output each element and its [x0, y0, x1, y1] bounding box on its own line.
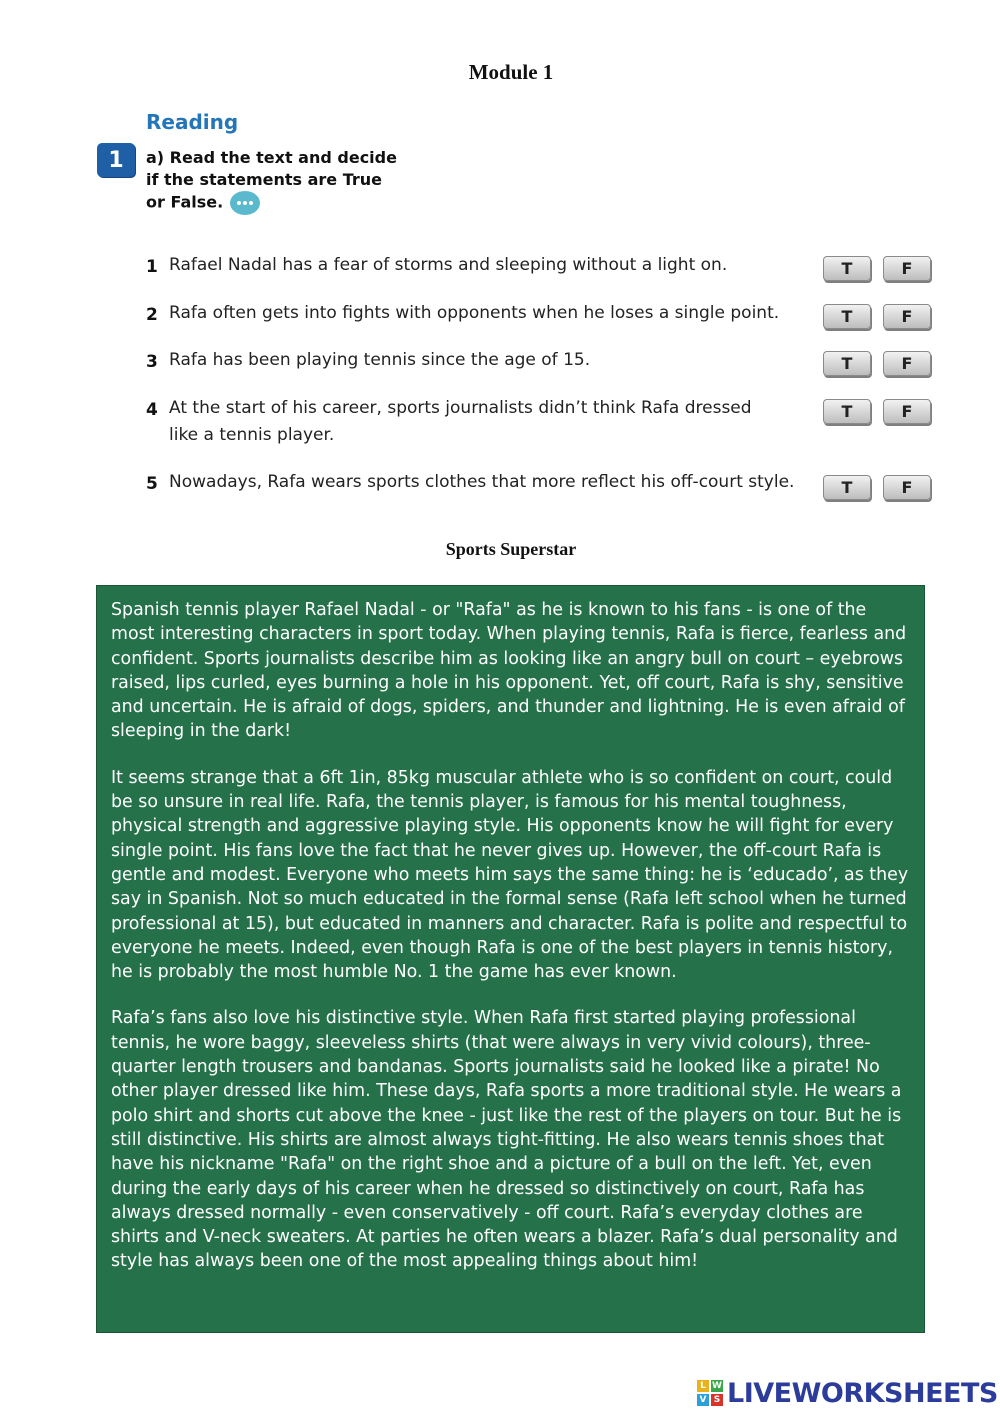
true-button[interactable]: T [823, 475, 871, 500]
module-title: Module 1 [468, 60, 554, 84]
section-heading: Reading [146, 110, 239, 134]
passage-box [96, 585, 925, 1333]
logo-mark-tile: V [697, 1394, 709, 1406]
statement-number: 3 [146, 352, 158, 372]
logo-mark-icon [697, 1380, 723, 1406]
statement-text: At the start of his career, sports journalists didn’t think Rafa dressed like a tennis player. [169, 398, 752, 445]
exercise-instruction [146, 147, 406, 215]
statement-text: Rafa has been playing tennis since the age of 15. [169, 350, 591, 370]
true-button[interactable]: T [823, 256, 871, 281]
false-button[interactable]: F [883, 256, 931, 281]
exercise-number-badge: 1 [97, 143, 135, 177]
true-button[interactable]: T [823, 399, 871, 424]
true-button[interactable]: T [823, 351, 871, 376]
logo-mark-tile: W [712, 1381, 722, 1391]
statement-number: 4 [146, 400, 158, 420]
true-button[interactable]: T [823, 304, 871, 329]
passage-paragraph: Spanish tennis player Rafael Nadal - or "Rafa" as he is known to his fans - is one of the most interesting characters in sport today. When playing tennis, Rafa is fierce, fearless and confident. Sports journalists describe him as looking like an angry bull on court – eyebrows raised, lips curled, eyes burning a hole in his opponent. Yet, off court, Rafa is shy, sensitive and uncertain. He is afraid of dogs, spiders, and thunder and lightning. He is even afraid of sleeping in the dark! [111, 600, 907, 742]
statement-number: 2 [146, 305, 158, 325]
audio-dots-icon[interactable] [230, 191, 260, 215]
false-button[interactable]: F [883, 351, 931, 376]
false-button[interactable]: F [883, 399, 931, 424]
instruction-text: a) Read the text and decide if the statements are True or False. [146, 148, 397, 212]
passage-paragraph: It seems strange that a 6ft 1in, 85kg muscular athlete who is so confident on court, could be so unsure in real life. Rafa, the tennis player, is famous for his mental toughness, physical strength and aggressive playing style. His opponents know he will fight for every single point. His fans love the fact that he never gives up. However, the off-court Rafa is gentle and modest. Everyone who meets him says the same thing: he is ‘educado’, as they say in Spanish. Not so much educated in the formal sense (Rafa left school when he turned professional at 15), but educated in manners and character. Rafa is polite and respectful to everyone he meets. Indeed, even though Rafa is one of the best players in tennis history, he is probably the most humble No. 1 the game has ever known. [111, 767, 909, 983]
statement-text: Rafa often gets into fights with opponents when he loses a single point. [169, 303, 780, 323]
false-button[interactable]: F [883, 475, 931, 500]
logo-text: LIVEWORKSHEETS [727, 1377, 998, 1409]
passage-paragraph: Rafa’s fans also love his distinctive style. When Rafa first started playing professional tennis, he wore baggy, sleeveless shirts (that were always in very vivid colours), three-quarter length trousers and bandanas. Sports journalists said he looked like a pirate! No other player dressed like him. These days, Rafa sports a more traditional style. He wears a polo shirt and shorts cut above the knee - just like the rest of the players on tour. But he is still distinctive. His shirts are almost always tight-fitting. He also wears tennis shoes that have his nickname "Rafa" on the right shoe and a picture of a bull on the left. Yet, even during the early days of his career when he dressed so distinctively on court, Rafa has always dressed normally - even conservatively - off court. Rafa’s everyday clothes are shirts and V-neck sweaters. At parties he often wears a blazer. Rafa’s dual personality and style has always been one of the most appealing things about him! [111, 1008, 902, 1272]
statement-number: 1 [146, 257, 158, 277]
statement-text: Rafael Nadal has a fear of storms and sleeping without a light on. [169, 255, 728, 275]
statement-number: 5 [146, 474, 158, 494]
logo-mark-tile: L [697, 1380, 709, 1392]
statement-text: Nowadays, Rafa wears sports clothes that more reflect his off-court style. [169, 472, 795, 492]
passage-title: Sports Superstar [445, 539, 577, 559]
false-button[interactable]: F [883, 304, 931, 329]
liveworksheets-logo[interactable] [697, 1378, 998, 1408]
logo-mark-tile: S [711, 1394, 723, 1406]
